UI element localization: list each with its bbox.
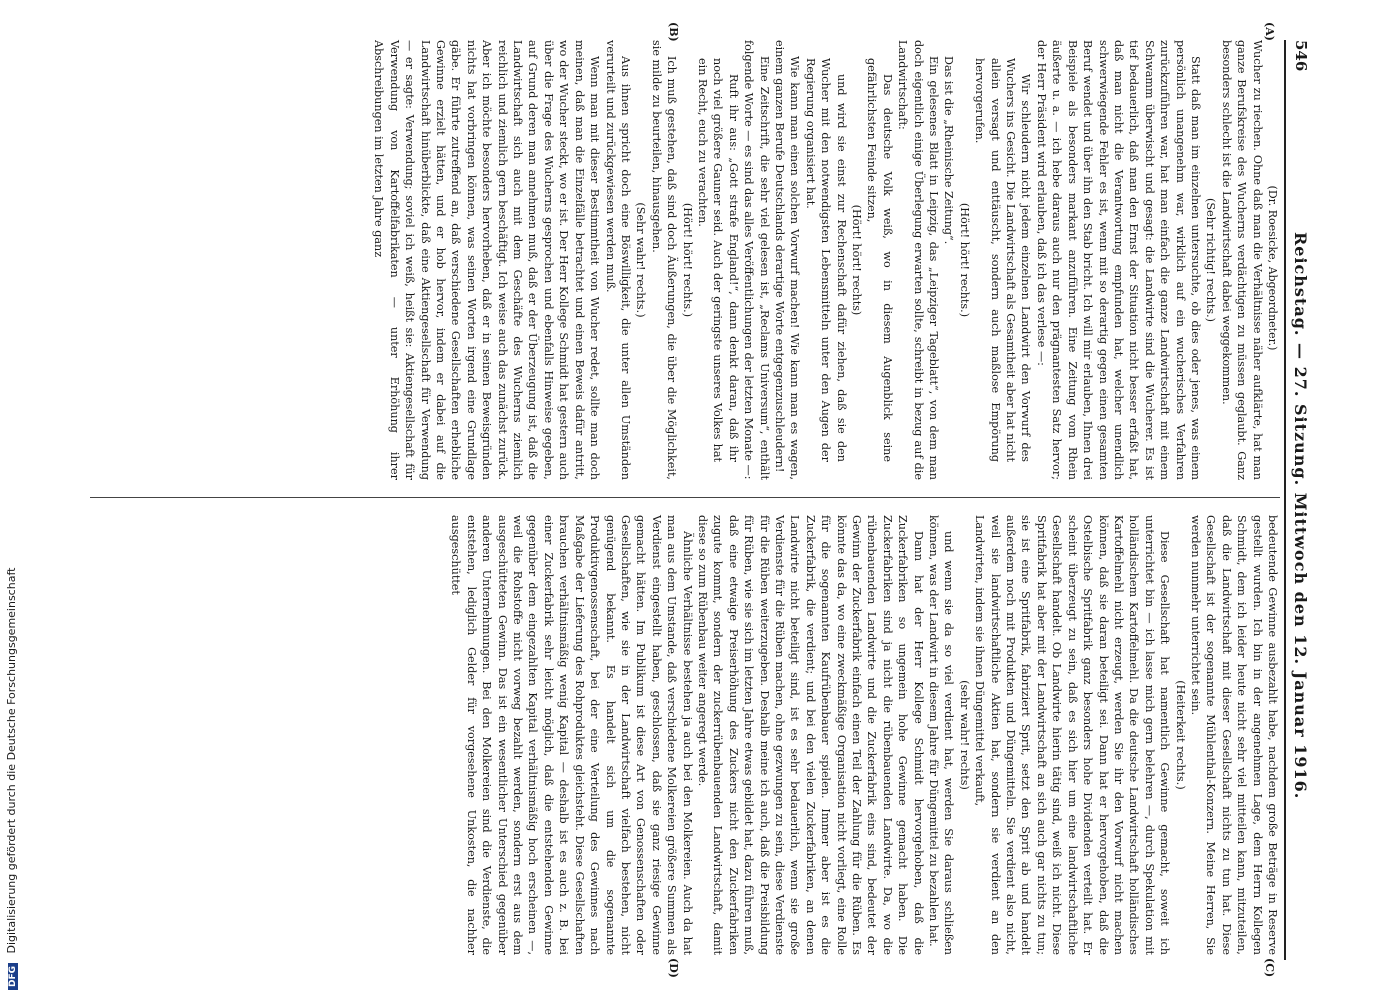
interjection: (Hört! hört! rechts.) [957,202,971,318]
paragraph: Diese Gesellschaft hat namentlich Gewinne gemacht, soweit ich unterrichtet bin — ich lasse mich gern belehren —, durch Spekulation mit holländischem Kartoffelmehl. Da die deutsche Landwirtschaft holländisches Kartoffelmehl nicht erzeugt, werden Sie ihr den Vorwurf nicht machen können, daß sie daran beteiligt sei. Dann hat er hervorgehoben, daß die Ostelbische Spritfabrik ganz besonders hohe Dividenden verteilt hat. Er scheint überzeugt zu sein, daß es sich hier um eine landwirtschaftliche Gesellschaft handelt. Ob Landwirte hierin tätig sind, weiß ich nicht. Diese Spritfabrik hat aber mit der Landwirtschaft an sich auch gar nichts zu tun; sie ist eine Spritfabrik, fabriziert Sprit, setzt den Sprit ab und handelt außerdem noch mit Produkten und Düngemitteln. Sie verdient also nicht, weil sie landwirtschaftliche Aktien hat, sondern sie verdient an den Landwirten, indem sie ihnen Düngemittel verkauft, [973,515,1172,955]
page-number: 546 [1292,40,1310,72]
interjection: (sehr wahr! rechts) [957,680,971,790]
speaker-label: (Dr. Roesicke, Abgeordneter.) [1266,185,1279,351]
paragraph: Ähnliche Verhältnisse bestehen ja auch bei den Molkereien. Auch da hat man aus dem Umstande, daß verschiedene Molkereien größere Summen als Verdienst eingestellt haben, geschlossen, daß sie ganz riesige Gewinne gemacht hätten. Im Publikum ist diese Art von Genossenschaften oder Gesellschaften, wie sie in der Landwirtschaft vielfach bestehen, nicht genügend bekannt. Es handelt sich um die sogenannte Produktivgenossenschaft, bei der eine Verteilung des Gewinnes nach Maßgabe der Lieferung des Rohproduktes gleichsteht. Diese Gesellschaften brauchen verhältnismäßig wenig Kapital — deshalb ist es auch z. B. bei einer Zuckerfabrik sehr leicht möglich, daß die entstehenden Gewinne gegenüber dem eingezahlten Kapital verhältnismäßig hoch erscheinen —, weil die Rohstoffe nicht vorweg bezahlt werden, sondern erst aus dem ausgeschütteten Gewinn. Das ist ein wesentlicher Unterschied gegenüber anderen Unternehmungen. Bei den Molkereien sind die Verdienste, die entstehen, lediglich Gelder für vorgesehene Unkosten, die nachher ausgeschüttet [449,515,694,955]
paragraph: Statt daß man im einzelnen untersuchte, ob dies oder jenes, was einem persönlich unangenehm war, wirklich auf ein wucherisches Verfahren zurückzuführen war, hat man einfach die ganze Landwirtschaft mit einem Schwamm überwischt und gesagt: die Landwirte sind die Wucherer. Es ist tief bedauerlich, daß man den Ernst der Situation nicht besser erfaßt hat, daß man nicht die Verantwortung empfunden hat, welcher unendlich schwerwiegende Fehler es ist, wenn mit so derartig gegen einen gesamten Beruf wendet und über ihn den Stab bricht. Ich will mir erlauben, Ihnen drei Beispiele als besonders markant anzuführen. Eine Zeitung vom Rhein äußerte u. a. — ich hebe daraus auch nur den prägnantesten Satz hervor; der Herr Präsident wird erlauben, daß ich das verlese —: [1034,40,1202,480]
quotation: Das deutsche Volk weiß, wo in diesem Augenblick seine gefährlichsten Feinde sitzen, [865,58,894,462]
paragraph: Dann hat der Herr Kollege Schmidt hervorgehoben, daß die Zuckerfabriken so ungemein hohe Gewinne gemacht haben. Die Zuckerfabriken sind ja nicht die rübenbauenden Landwirte. Da, wo die rübenbauenden Landwirte und die Zuckerfabrik eins sind, bedeutet der Gewinn der Zuckerfabrik einfach einen Teil der Zahlung für die Rüben. Es könnte das da, wo eine zweckmäßige Organisation nicht vorliegt, eine Rolle für die sogenannten Kaufrübenbauer spielen. Immer aber ist es die Zuckerfabrik, die verdient; und bei den vielen Zuckerfabriken, an denen Landwirte nicht beteiligt sind, ist es sehr bedauerlich, wenn sie große Verdienste für die Rüben machen, ohne gezwungen zu sein, diese Verdienste für die Rüben weiterzugeben. Deshalb meine ich auch, daß die Preisbildung für Rüben, wie sie sich im letzten Jahre etwas gebildet hat, dazu führen muß, daß eine etwaige Preiserhöhung des Zuckers nicht den Zuckerfabriken zugute kommt, sondern der zuckerrübenbauenden Landwirtschaft, damit diese so zum Rübenbau weiter angeregt werde. [695,515,925,955]
dfg-logo: DFG [8,963,18,990]
quotation: und wird sie einst zur Rechenschaft dafür ziehen, daß sie den Wucher mit den notwendigsten Lebensmitteln unter den Augen der Regierung organisiert hat. [803,58,848,462]
paragraph: Wie kann man einen solchen Vorwurf machen! Wie kann man es wagen, einem ganzen Berufe Deutschlands derartige Worte entgegenzuschleudern! [773,40,802,480]
paragraph: Wucher zu riechen. Ohne daß man die Verhältnisse näher aufklärte, hat man ganze Berufskreise des Wucherns verdächtigen zu müssen geglaubt. Ganz besonders schlecht ist die Landwirtschaft dabei weggekommen. [1219,40,1264,480]
paragraph: Aus ihnen spricht doch eine Böswilligkeit, die unter allen Umständen verurteilt und zurückgewiesen werden muß. [603,40,632,480]
right-column [448,515,1280,955]
margin-mark-b: (B) [667,22,680,42]
paragraph: bedeutende Gewinne ausbezahlt habe, nachdem große Beträge in Reserve gestellt wurden. Ich bin in der angenehmen Lage, dem Herrn Kollegen Schmidt, dem ich leider heute nicht sehr viel mitteilen kann, mitzuteilen, daß die Landwirtschaft mit dieser Gesellschaft nichts zu tun hat. Diese Gesellschaft ist der sogenannte Mühlenthal-Konzern. Meine Herren, Sie werden nunmehr unterrichtet sein. [1188,515,1279,955]
quotation: Ruft ihr aus: „Gott strafe England!“, dann denkt daran, daß ihr noch viel größere Gauner seid. Auch der geringste unseres Volkes hat ein Recht, euch zu verachten. [695,58,740,462]
margin-mark-c: (C) [1263,958,1276,978]
paragraph: Wenn man mit dieser Bestimmtheit von Wucher redet, sollte man doch meinen, daß man die Einzelfälle betrachtet und einen Beweis dafür antritt, wo der Wucher steckt, wo er ist. Der Herr Kollege Schmidt hat gestern auch über die Frage des Wucherns gesprochen und ebenfalls Hinweise gegeben, auf Grund deren man annehmen muß, daß er der Überzeugung ist, daß die Landwirtschaft sich auch mit dem Geschäfte des Wucherns ziemlich reichlich und ziemlich gern beschäftigt. Ich weise auch das zunächst zurück. Aber ich möchte besonders hervorheben, daß er in seinen Beweisgründen nichts hat vorbringen können, was seinen Worten irgend eine Grundlage gäbe. Er führte zutreffend an, daß verschiedene Gesellschaften erhebliche Gewinne erzielt hätten, und er hob hervor, indem er dabei auf die Landwirtschaft hinüberblickte, daß eine Aktiengesellschaft für Verwendung — er sagte: Verwendung; soviel ich weiß, heißt sie: Aktiengesellschaft für Verwendung von Kartoffelfabrikaten — unter Erhöhung ihrer Abschreibungen im letzten Jahre ganz [372,40,602,480]
page-title: Reichstag. — 27. Sitzung. Mittwoch den 12. Januar 1916. [1291,232,1311,800]
paragraph: Ein gelesenes Blatt in Leipzig, das „Leipziger Tageblatt“, von dem man doch eigentlich einige Überlegung erwarten sollte, schreibt in bezug auf die Landwirtschaft: [896,40,941,480]
interjection: (Heiterkeit rechts.) [1173,680,1187,790]
interjection: (Hört! hört! rechts) [850,204,864,316]
quotation: Wir schleudern nicht jedem einzelnen Landwirt den Vorwurf des Wuchers ins Gesicht. Die Landwirtschaft als Gesamtheit aber hat nicht allein versagt und enttäuscht, sondern auch maßlose Empörung hervorgerufen. [973,58,1033,462]
newspaper-page [70,20,1320,980]
interjection: (Sehr wahr! rechts.) [634,202,648,318]
footer-credit [5,0,18,990]
paragraph: und wenn sie da so viel verdient hat, werden Sie daraus schließen können, was der Landwirt in diesem Jahre für Düngemittel zu bezahlen hat. [927,515,956,955]
interjection: (Sehr richtig! rechts.) [1204,197,1218,323]
footer-text: Digitalisierung gefördert durch die Deutsche Forschungsgemeinschaft [5,567,18,954]
header-rule [1284,40,1286,960]
column-divider [90,497,1280,498]
left-column [371,40,1280,480]
footer [4,0,18,990]
interjection: (Hört! hört! rechts.) [680,202,694,318]
margin-mark-d: (D) [667,958,680,978]
page-header [1288,40,1314,960]
paragraph: Ich muß gestehen, daß sind doch Äußerungen, die über die Möglichkeit, sie milde zu beurteilen, hinausgehen. [649,40,679,480]
paragraph: Das ist die „Rheinische Zeitung“. [942,56,956,245]
paragraph: Eine Zeitschrift, die sehr viel gelesen ist, „Reclams Universum“, enthält folgende Worte — es sind das alles Veröffentlichungen der letzten Monate —: [742,40,771,480]
margin-mark-a: (A) [1263,22,1276,41]
